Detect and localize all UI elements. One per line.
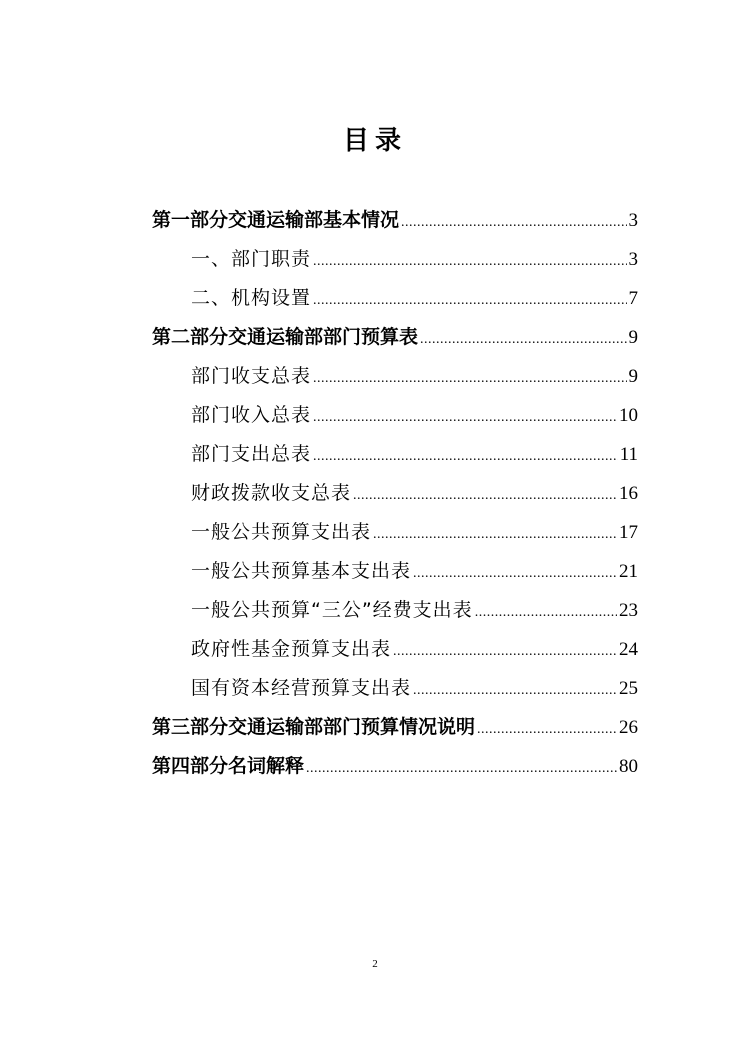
toc-entry[interactable] <box>152 753 638 792</box>
toc-entry[interactable] <box>152 207 638 246</box>
toc-entry-label: 一般公共预算基本支出表 <box>191 560 412 582</box>
toc-page-number: 9 <box>628 327 638 348</box>
toc-page-number: 25 <box>619 678 638 699</box>
toc-page-number: 24 <box>619 639 638 660</box>
page-number-footer: 2 <box>372 958 378 970</box>
toc-entry[interactable] <box>152 558 638 597</box>
toc-page-number: 17 <box>619 522 638 543</box>
toc-entry-label: 政府性基金预算支出表 <box>191 638 392 660</box>
toc-entry[interactable] <box>152 480 638 519</box>
toc-page-number: 10 <box>619 405 638 426</box>
dot-leader <box>313 249 626 275</box>
dot-leader <box>313 366 626 392</box>
toc-entry[interactable] <box>152 636 638 675</box>
dot-leader <box>413 678 617 704</box>
dot-leader <box>420 327 626 353</box>
toc-page-number: 11 <box>619 444 638 465</box>
toc-page-number: 9 <box>628 366 638 387</box>
toc-entry-label: 国有资本经营预算支出表 <box>191 677 412 699</box>
toc-entry-label: 财政拨款收支总表 <box>191 482 352 504</box>
dot-leader <box>393 639 617 665</box>
dot-leader <box>401 210 626 236</box>
toc-page-number: 26 <box>619 717 638 738</box>
dot-leader <box>475 600 617 626</box>
toc-page-number: 7 <box>628 288 638 309</box>
toc-entry[interactable] <box>152 402 638 441</box>
toc-entry-label: 一般公共预算支出表 <box>191 521 372 543</box>
toc-entry-label: 二、机构设置 <box>191 287 312 309</box>
dot-leader <box>353 483 617 509</box>
table-of-contents <box>152 207 638 792</box>
toc-entry[interactable] <box>152 714 638 753</box>
toc-entry-label: 部门支出总表 <box>191 443 312 465</box>
toc-page-number: 80 <box>619 756 638 777</box>
toc-entry[interactable] <box>152 246 638 285</box>
toc-page-number: 3 <box>628 249 638 270</box>
dot-leader <box>313 405 617 431</box>
toc-entry[interactable] <box>152 363 638 402</box>
toc-entry[interactable] <box>152 441 638 480</box>
toc-entry[interactable] <box>152 597 638 636</box>
toc-entry-label: 第二部分交通运输部部门预算表 <box>152 326 419 348</box>
toc-entry[interactable] <box>152 519 638 558</box>
dot-leader <box>413 561 617 587</box>
toc-entry-label: 第一部分交通运输部基本情况 <box>152 209 400 231</box>
toc-page-number: 16 <box>619 483 638 504</box>
toc-page-number: 23 <box>619 600 638 621</box>
dot-leader <box>477 717 617 743</box>
dot-leader <box>313 444 618 470</box>
toc-entry[interactable] <box>152 675 638 714</box>
toc-entry-label: 第四部分名词解释 <box>152 755 305 777</box>
toc-page-number: 3 <box>628 210 638 231</box>
toc-page-number: 21 <box>619 561 638 582</box>
toc-entry-label: 部门收入总表 <box>191 404 312 426</box>
toc-entry[interactable] <box>152 324 638 363</box>
dot-leader <box>306 756 617 782</box>
toc-entry-label: 部门收支总表 <box>191 365 312 387</box>
toc-entry-label: 一、部门职责 <box>191 248 312 270</box>
toc-entry-label: 第三部分交通运输部部门预算情况说明 <box>152 716 476 738</box>
page-title: 目录 <box>342 126 407 156</box>
dot-leader <box>313 288 626 314</box>
dot-leader <box>373 522 617 548</box>
toc-entry[interactable] <box>152 285 638 324</box>
toc-entry-label: 一般公共预算“三公”经费支出表 <box>191 599 473 621</box>
